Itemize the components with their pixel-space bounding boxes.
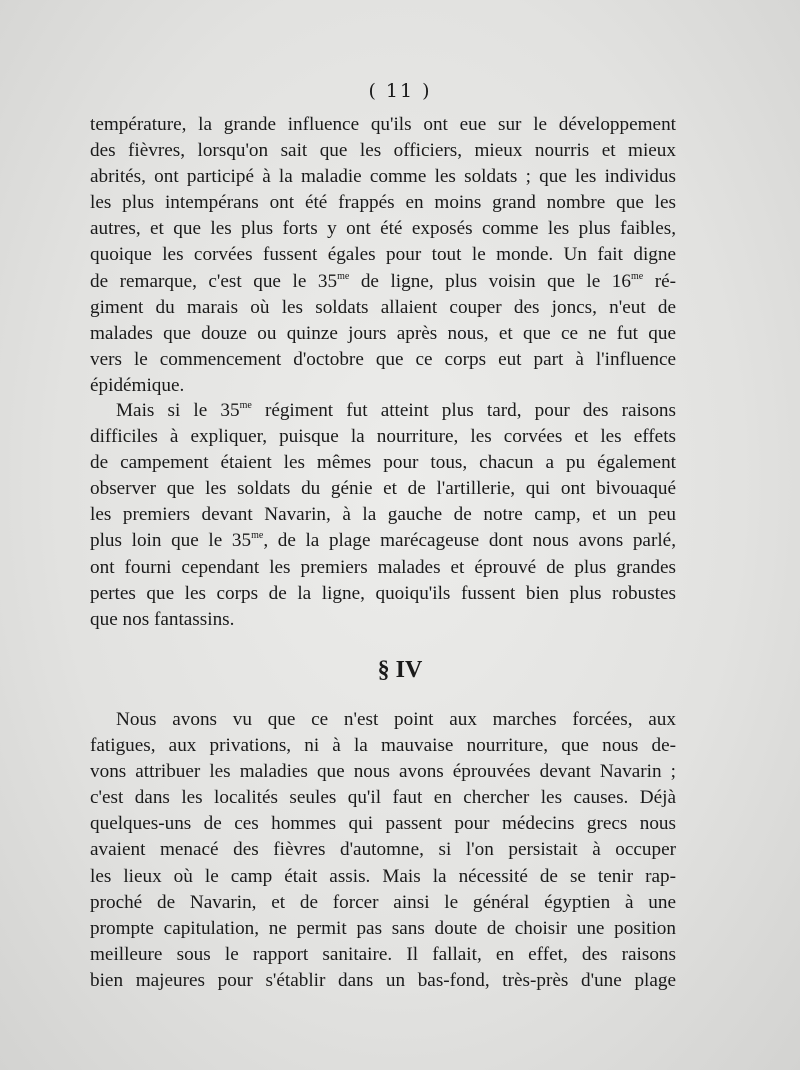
text-line: pertes que les corps de la ligne, quoiqu'ils fussent bien plus robustes (90, 582, 676, 604)
text-run: ré- (643, 270, 677, 292)
text-run: de ligne, plus voisin que le 16 (349, 270, 631, 292)
paragraph-3 (90, 707, 676, 994)
paragraph-2 (90, 398, 676, 633)
text-line: fatigues, aux privations, ni à la mauvaise nourriture, que nous de- (90, 735, 676, 757)
text-line: quoique les corvées fussent égales pour tout le monde. Un fait digne (90, 244, 676, 266)
text-line: giment du marais où les soldats allaient couper des joncs, n'eut de (90, 296, 676, 318)
text-line: les premiers devant Navarin, à la gauche de notre camp, et un peu (90, 504, 676, 526)
text-line: vers le commencement d'octobre que ce corps eut part à l'influence (90, 348, 676, 370)
text-line: bien majeures pour s'établir dans un bas-fond, très-près d'une plage (90, 969, 676, 991)
text-line: abrités, ont participé à la maladie comme les soldats ; que les individus (90, 166, 676, 188)
text-run: plus loin que le 35 (90, 530, 252, 552)
paragraph-1 (90, 112, 676, 399)
text-line: épidémique. (90, 374, 185, 396)
text-line: meilleure sous le rapport sanitaire. Il fallait, en effet, des raisons (90, 943, 676, 965)
text-line: de campement étaient les mêmes pour tous, chacun a pu également (90, 452, 676, 474)
text-line: Nous avons vu que ce n'est point aux marches forcées, aux (116, 709, 676, 730)
text-line: c'est dans les localités seules qu'il faut en chercher les causes. Déjà (90, 787, 676, 809)
text-line: quelques-uns de ces hommes qui passent pour médecins grecs nous (90, 813, 676, 835)
text-line: prompte capitulation, ne permit pas sans doute de choisir une position (90, 917, 676, 939)
text-line: que nos fantassins. (90, 608, 235, 630)
text-line: des fièvres, lorsqu'on sait que les officiers, mieux nourris et mieux (90, 140, 676, 162)
superscript: me (239, 400, 252, 411)
text-run: régiment fut atteint plus tard, pour des raisons (251, 400, 676, 421)
text-run: de remarque, c'est que le 35 (90, 270, 338, 292)
superscript: me (337, 270, 350, 282)
page-number: ( 11 ) (368, 80, 432, 102)
text-run: , de la plage marécageuse dont nous avons parlé, (263, 530, 676, 552)
text-line: difficiles à expliquer, puisque la nourriture, les corvées et les effets (90, 426, 676, 448)
text-line: avaient menacé des fièvres d'automne, si l'on persistait à occuper (90, 839, 676, 861)
text-line: observer que les soldats du génie et de l'artillerie, qui ont bivouaqué (90, 478, 676, 500)
superscript: me (251, 530, 264, 542)
superscript: me (630, 270, 644, 282)
text-line: température, la grande influence qu'ils ont eue sur le développement (90, 114, 676, 135)
text-line: autres, et que les plus forts y ont été exposés comme les plus faibles, (90, 218, 676, 240)
text-line: ont fourni cependant les premiers malades et éprouvé de plus grandes (90, 556, 676, 578)
text-run: Mais si le 35 (116, 400, 240, 421)
text-line: malades que douze ou quinze jours après nous, et que ce ne fut que (90, 322, 676, 344)
text-line (90, 528, 676, 554)
text-line: proché de Navarin, et de forcer ainsi le général égyptien à une (90, 891, 676, 913)
section-heading: § IV (377, 657, 423, 683)
text-line: vons attribuer les maladies que nous avons éprouvées devant Navarin ; (90, 761, 676, 783)
text-line: les lieux où le camp était assis. Mais la nécessité de se tenir rap- (90, 865, 676, 887)
text-line (90, 398, 676, 424)
text-line: les plus intempérans ont été frappés en moins grand nombre que les (90, 192, 676, 214)
text-line (90, 269, 676, 295)
